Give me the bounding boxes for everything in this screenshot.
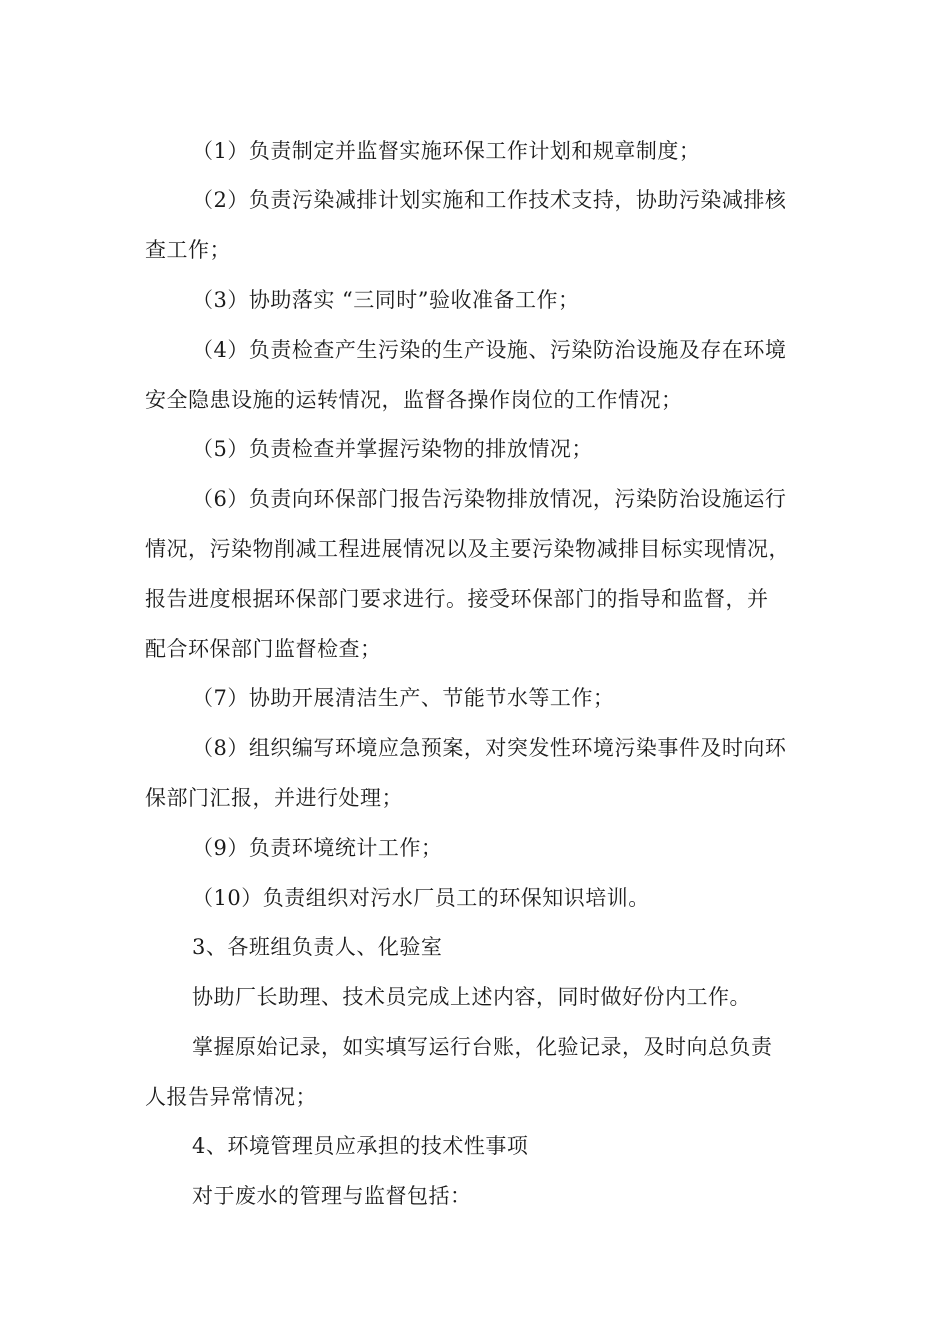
paragraph-line: 情况，污染物削减工程进展情况以及主要污染物减排目标实现情况， — [145, 537, 790, 561]
paragraph-line: （2）负责污染减排计划实施和工作技术支持，协助污染减排核 — [192, 188, 787, 212]
paragraph-line: （5）负责检查并掌握污染物的排放情况； — [192, 437, 593, 461]
section-heading: 3、各班组负责人、化验室 — [192, 935, 443, 959]
paragraph-line: 人报告异常情况； — [145, 1085, 317, 1109]
paragraph-line: （10）负责组织对污水厂员工的环保知识培训。 — [192, 886, 650, 910]
paragraph-line: 对于废水的管理与监督包括： — [192, 1184, 472, 1208]
paragraph-line: 配合环保部门监督检查； — [145, 637, 382, 661]
paragraph-line: （4）负责检查产生污染的生产设施、污染防治设施及存在环境 — [192, 338, 787, 362]
paragraph-line: （8）组织编写环境应急预案，对突发性环境污染事件及时向环 — [192, 736, 787, 760]
paragraph-line: 协助厂长助理、技术员完成上述内容，同时做好份内工作。 — [192, 985, 751, 1009]
paragraph-line: （3）协助落实 “三同时”验收准备工作； — [192, 288, 580, 312]
paragraph-line: （9）负责环境统计工作； — [192, 836, 443, 860]
section-heading: 4、环境管理员应承担的技术性事项 — [192, 1134, 529, 1158]
paragraph-line: 保部门汇报，并进行处理； — [145, 786, 403, 810]
paragraph-line: 掌握原始记录，如实填写运行台账，化验记录，及时向总负责 — [192, 1035, 773, 1059]
paragraph-line: （6）负责向环保部门报告污染物排放情况，污染防治设施运行 — [192, 487, 787, 511]
paragraph-line: （1）负责制定并监督实施环保工作计划和规章制度； — [192, 139, 701, 163]
paragraph-line: 报告进度根据环保部门要求进行。接受环保部门的指导和监督，并 — [145, 587, 769, 611]
paragraph-line: 查工作； — [145, 238, 231, 262]
paragraph-line: 安全隐患设施的运转情况，监督各操作岗位的工作情况； — [145, 388, 683, 412]
paragraph-line: （7）协助开展清洁生产、节能节水等工作； — [192, 686, 615, 710]
